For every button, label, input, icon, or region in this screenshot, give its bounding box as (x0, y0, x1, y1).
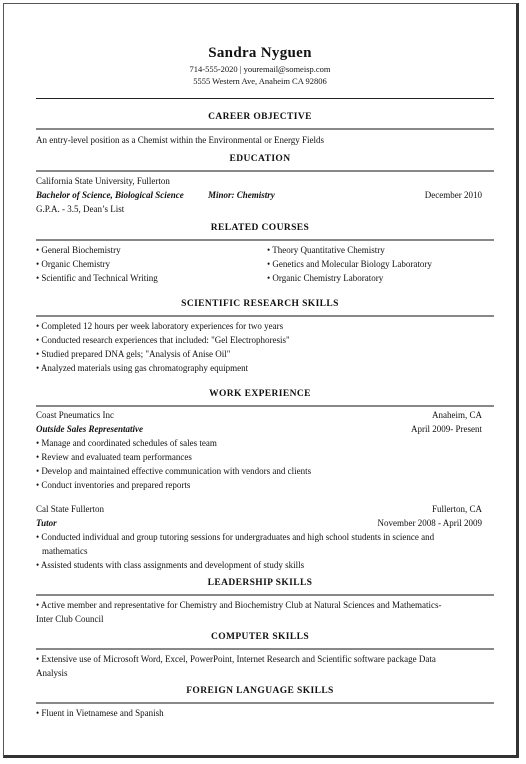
job-location: Anaheim, CA (432, 410, 482, 420)
section-title-related-courses: RELATED COURSES (210, 223, 310, 233)
list-item: • Manage and coordinated schedules of sales team (36, 438, 217, 448)
job-dates: November 2008 - April 2009 (377, 518, 482, 528)
section-title-education: EDUCATION (229, 154, 291, 164)
list-item: • Active member and representative for Chemistry and Biochemistry Club at Natural Sciences and Mathematics- (36, 600, 442, 610)
list-item: • Conducted individual and group tutoring sessions for undergraduates and high school students in science and (36, 532, 435, 542)
section-divider (36, 594, 494, 596)
address-line: 5555 Western Ave, Anaheim CA 92806 (193, 76, 327, 86)
list-item-continuation: Inter Club Council (36, 614, 104, 624)
minor: Minor: Chemistry (208, 190, 275, 200)
job-dates: April 2009- Present (411, 424, 482, 434)
school-name: California State University, Fullerton (36, 176, 170, 186)
list-item: • Studied prepared DNA gels; "Analysis of Anise Oil" (36, 349, 231, 359)
section-divider (36, 170, 494, 172)
list-item: • Extensive use of Microsoft Word, Excel, PowerPoint, Internet Research and Scientific software package Data (36, 654, 436, 664)
job-company: Coast Pneumatics Inc (36, 410, 114, 420)
section-divider (36, 315, 494, 317)
section-divider (36, 648, 494, 650)
section-divider (36, 405, 494, 407)
list-item: • Completed 12 hours per week laboratory experiences for two years (36, 321, 284, 331)
header-divider (36, 98, 494, 99)
job-location: Fullerton, CA (431, 504, 482, 514)
job-role: Tutor (36, 518, 57, 528)
section-title-career-objective: CAREER OBJECTIVE (208, 112, 312, 122)
list-item: • Review and evaluated team performances (36, 452, 192, 462)
course-item: • General Biochemistry (36, 245, 121, 255)
list-item: • Develop and maintained effective communication with vendors and clients (36, 466, 312, 476)
job-role: Outside Sales Representative (36, 424, 143, 434)
list-item: • Analyzed materials using gas chromatography equipment (36, 363, 249, 373)
section-title-foreign-language-skills: FOREIGN LANGUAGE SKILLS (186, 686, 334, 696)
course-item: • Organic Chemistry Laboratory (267, 273, 384, 283)
section-divider (36, 702, 494, 704)
course-item: • Organic Chemistry (36, 259, 110, 269)
job-company: Cal State Fullerton (36, 504, 104, 514)
degree: Bachelor of Science, Biological Science (36, 190, 184, 200)
course-item: • Scientific and Technical Writing (36, 273, 158, 283)
list-item: • Conduct inventories and prepared reports (36, 480, 191, 490)
list-item-continuation: Analysis (36, 668, 68, 678)
contact-line: 714-555-2020 | youremail@someisp.com (189, 64, 331, 74)
course-item: • Genetics and Molecular Biology Laboratory (267, 259, 432, 269)
section-title-research-skills: SCIENTIFIC RESEARCH SKILLS (181, 299, 339, 309)
list-item-continuation: mathematics (42, 546, 88, 556)
section-title-computer-skills: COMPUTER SKILLS (210, 632, 310, 642)
candidate-name: Sandra Nyguen (208, 45, 312, 61)
section-title-work-experience: WORK EXPERIENCE (209, 389, 311, 399)
graduation-date: December 2010 (424, 190, 482, 200)
section-title-leadership-skills: LEADERSHIP SKILLS (207, 578, 313, 588)
section-divider (36, 128, 494, 130)
list-item: • Conducted research experiences that included: "Gel Electrophoresis" (36, 335, 290, 345)
list-item: • Assisted students with class assignments and development of study skills (36, 560, 305, 570)
objective-text: An entry-level position as a Chemist within the Environmental or Energy Fields (36, 135, 325, 145)
list-item: • Fluent in Vietnamese and Spanish (36, 708, 164, 718)
course-item: • Theory Quantitative Chemistry (267, 245, 385, 255)
gpa: G.P.A. - 3.5, Dean’s List (36, 204, 125, 214)
resume-page (3, 3, 519, 758)
section-divider (36, 239, 494, 241)
